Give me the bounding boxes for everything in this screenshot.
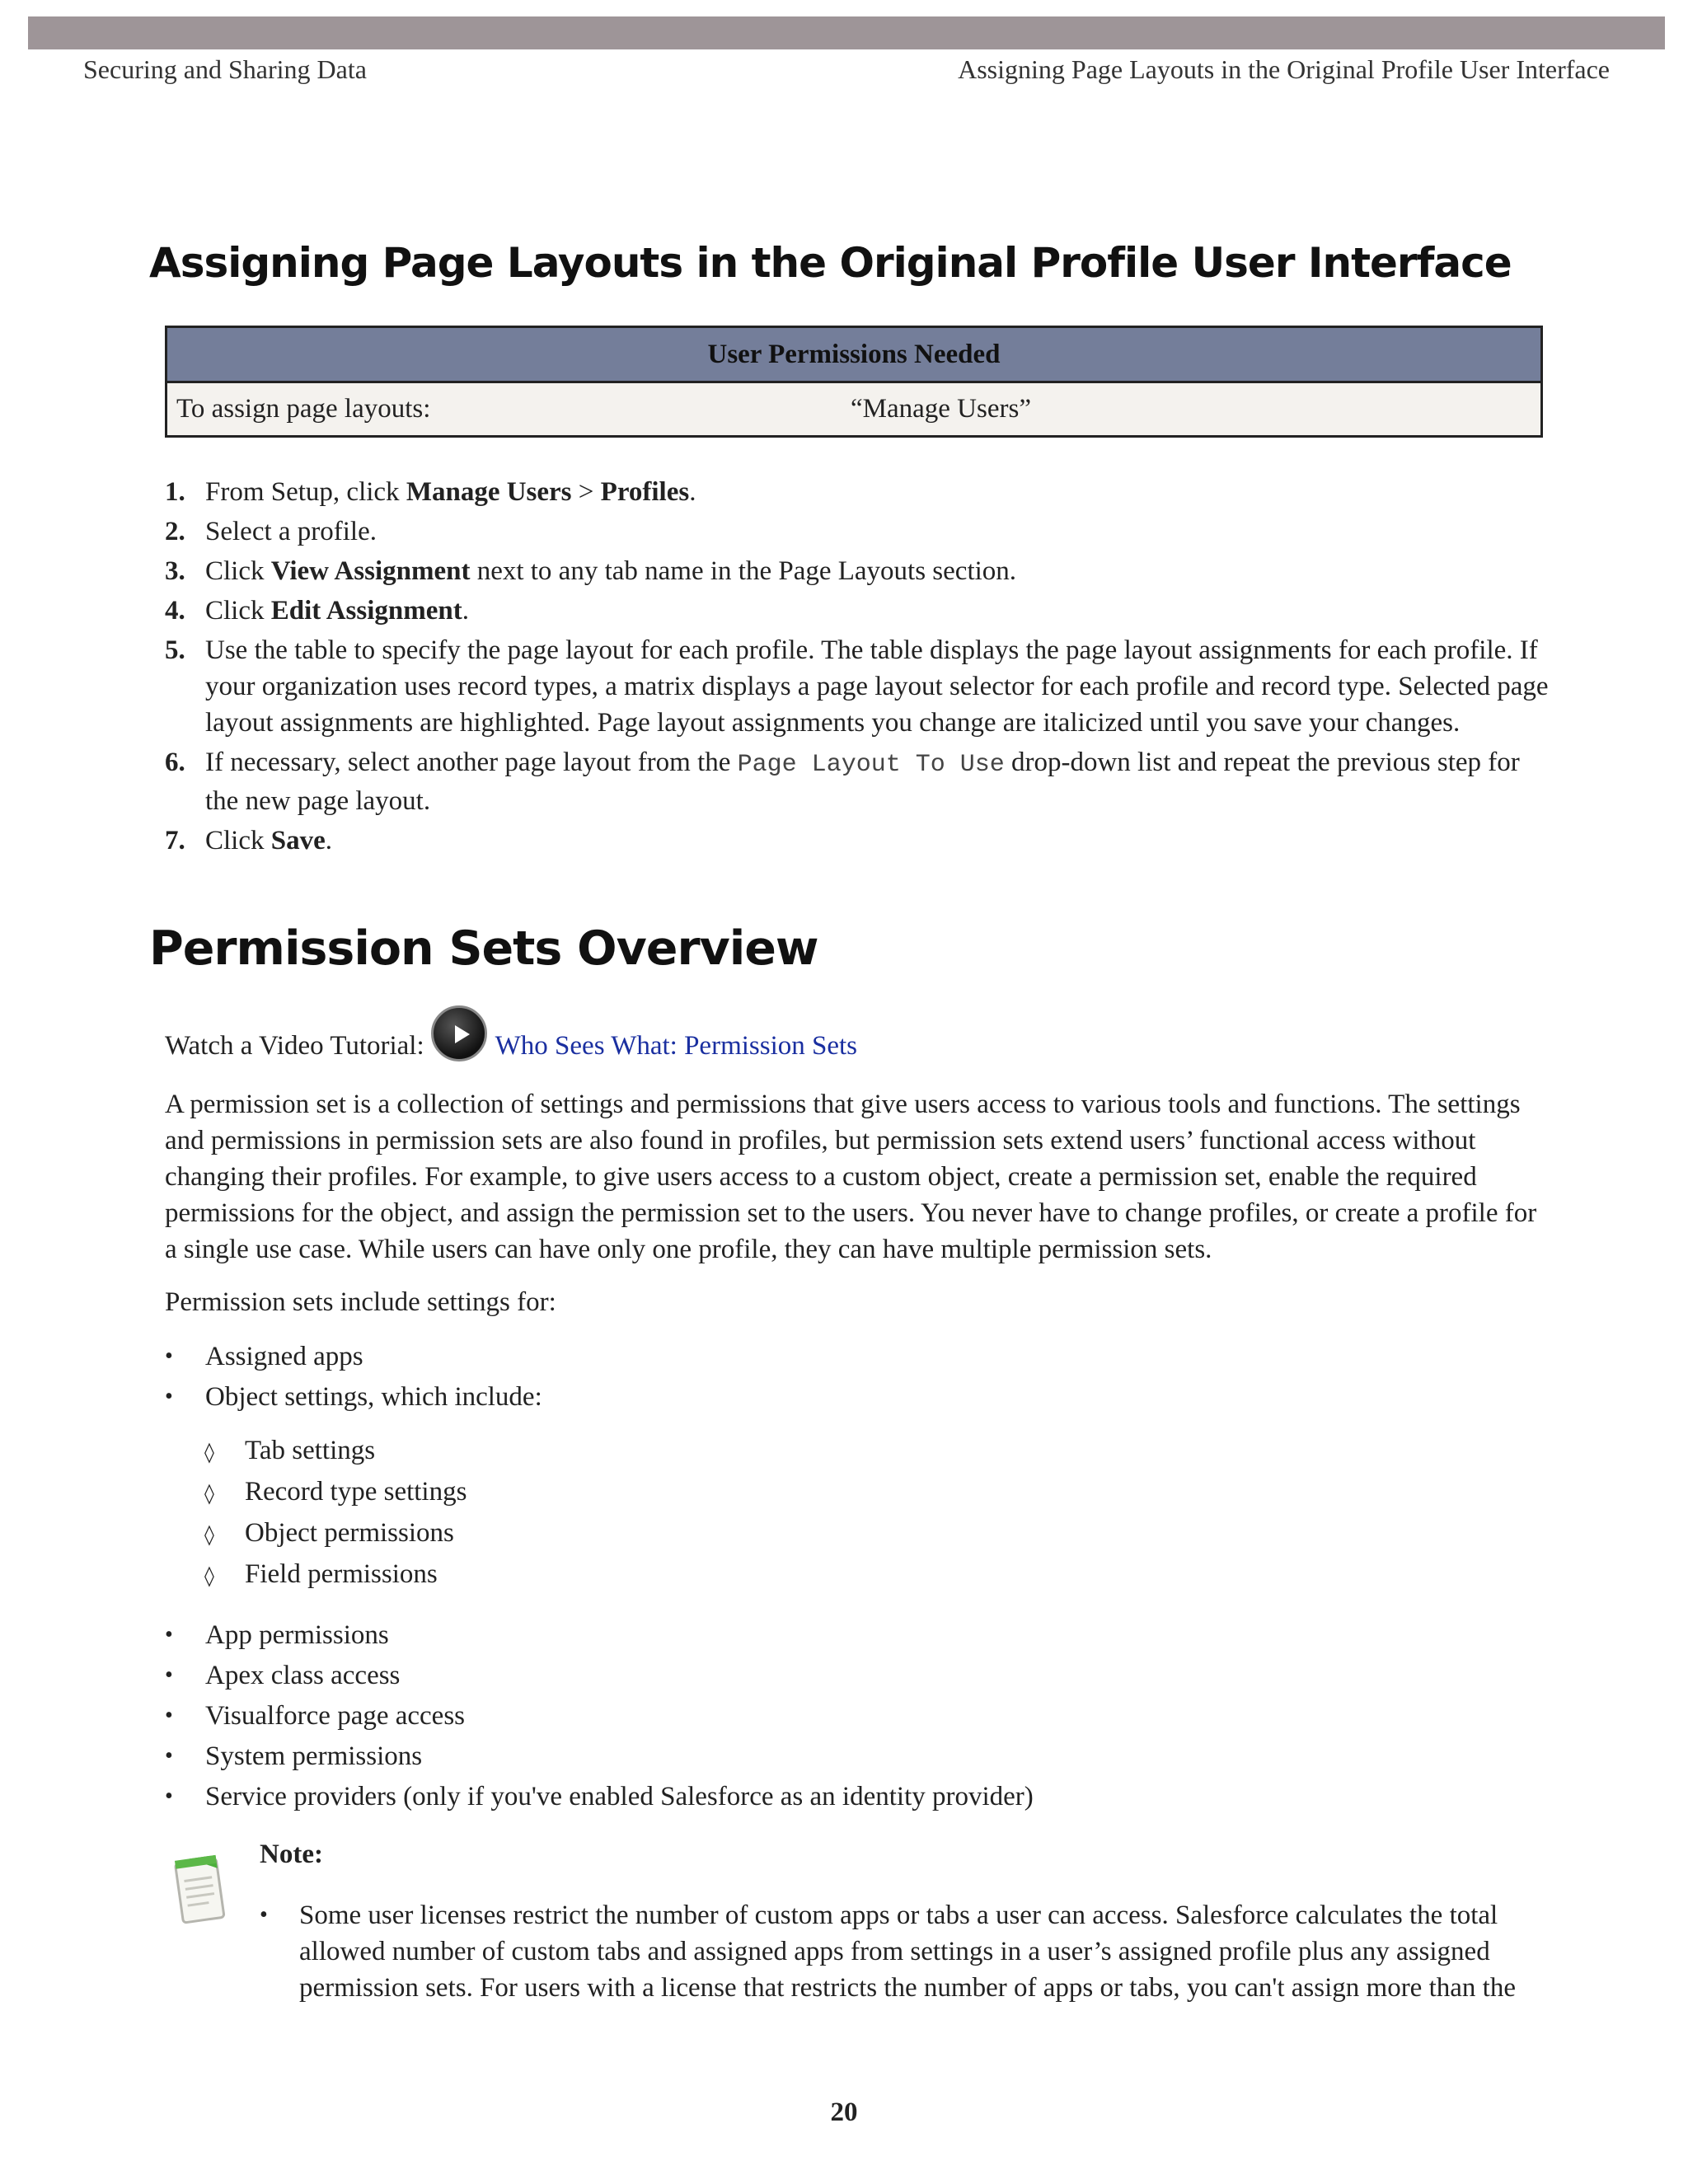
sub-list-text: Record type settings — [245, 1477, 467, 1507]
step-text: Click — [205, 596, 271, 626]
step-item — [0, 593, 1550, 629]
permissions-table — [165, 326, 1543, 438]
sub-list-item — [0, 1515, 1688, 1551]
step-text: drop-down list and repeat the previous step for the new page layout. — [205, 748, 1520, 816]
step-number: 4. — [165, 596, 185, 626]
sub-list-item — [0, 1474, 1688, 1510]
step-text: Click — [205, 556, 271, 586]
ui-term-save: Save — [270, 826, 326, 855]
step-text: From Setup, click — [205, 477, 406, 507]
step-text: . — [325, 826, 332, 855]
sub-list-item — [0, 1556, 1688, 1592]
step-item — [0, 513, 1550, 550]
step-number: 6. — [165, 748, 185, 777]
top-banner-bar — [28, 16, 1665, 49]
ui-term-view-assignment: View Assignment — [270, 556, 471, 586]
section-title-page-layouts: Assigning Page Layouts in the Original Profile User Interface — [149, 239, 1512, 287]
section-title-permission-sets: Permission Sets Overview — [149, 921, 818, 976]
running-header-left: Securing and Sharing Data — [83, 54, 367, 84]
step-number: 3. — [165, 556, 185, 586]
step-item — [0, 744, 1550, 819]
object-settings-sublist — [0, 1432, 1688, 1597]
list-item: • App permissions — [0, 1617, 1688, 1653]
note-item: • Some user licenses restrict the number of custom apps or tabs a user can access. Salesforce calculates the total allowed number of custom tabs and assigned apps from settings in a user’s assigned profile plus any assigned permission sets. For users with a license that restricts the number of apps or tabs, you can't assign more than the — [0, 1897, 1544, 2006]
diamond-bullet-icon: ◊ — [204, 1564, 214, 1587]
sub-list-text: Object permissions — [245, 1518, 454, 1548]
step-text: If necessary, select another page layout from the — [205, 748, 738, 777]
step-item — [0, 474, 1550, 510]
settings-list — [0, 1338, 1688, 1419]
list-item: • Assigned apps — [0, 1338, 1688, 1375]
list-item: • Object settings, which include: — [0, 1379, 1688, 1415]
video-tutorial-label: Watch a Video Tutorial: — [165, 1031, 424, 1061]
permission-task-cell: To assign page layouts: — [176, 394, 431, 424]
ui-term-edit-assignment: Edit Assignment — [270, 596, 462, 626]
includes-intro: Permission sets include settings for: — [165, 1287, 556, 1317]
list-item: • Service providers (only if you've enabled Salesforce as an identity provider) — [0, 1779, 1688, 1815]
video-tutorial-link[interactable]: Who Sees What: Permission Sets — [495, 1031, 858, 1061]
field-name-page-layout-to-use: Page Layout To Use — [737, 751, 1005, 779]
running-header-right: Assigning Page Layouts in the Original Profile User Interface — [958, 54, 1610, 84]
diamond-bullet-icon: ◊ — [204, 1523, 214, 1546]
steps-list — [0, 474, 1688, 862]
list-item: • Apex class access — [0, 1657, 1688, 1694]
note-list — [0, 1897, 1688, 2006]
note-label: Note: — [260, 1840, 323, 1869]
step-text: > — [571, 477, 601, 507]
step-text: Use the table to specify the page layout for each profile. The table displays the page layout assignments for each profile. If your organization uses record types, a matrix displays a page layout selector for each profile and record type. Selected page layout assignments are highlighted. Page layout assignments you change are italicized until you save your changes. — [205, 635, 1549, 738]
step-number: 1. — [165, 477, 185, 507]
diamond-bullet-icon: ◊ — [204, 1482, 214, 1505]
step-number: 2. — [165, 517, 185, 546]
sub-list-item — [0, 1432, 1688, 1469]
intro-paragraph: A permission set is a collection of settings and permissions that give users access to various tools and functions. The settings and permissions in permission sets are also found in profiles, but permission sets extend users’ functional access without changing their profiles. For example, to give users access to a custom object, create a permission set, enable the required permissions for the object, and assign the permission set to the users. You never have to change profiles, or create a profile for a single use case. While users can have only one profile, they can have multiple permission sets. — [165, 1090, 1537, 1264]
step-number: 7. — [165, 826, 185, 855]
step-item — [0, 823, 1550, 859]
diamond-bullet-icon: ◊ — [204, 1441, 214, 1464]
permission-required-cell: “Manage Users” — [851, 394, 1031, 424]
list-item: • Visualforce page access — [0, 1698, 1688, 1734]
sub-list-text: Field permissions — [245, 1559, 438, 1589]
permissions-table-header: User Permissions Needed — [167, 328, 1540, 383]
step-item — [0, 632, 1550, 741]
step-text: Click — [205, 826, 271, 855]
step-text: next to any tab name in the Page Layouts section. — [470, 556, 1017, 586]
sub-list-text: Tab settings — [245, 1436, 376, 1465]
play-video-icon[interactable] — [431, 1005, 487, 1062]
ui-term-profiles: Profiles — [600, 477, 690, 507]
video-tutorial-row — [165, 1005, 857, 1066]
step-item — [0, 553, 1550, 589]
step-text: . — [689, 477, 696, 507]
list-item: • System permissions — [0, 1738, 1688, 1774]
step-number: 5. — [165, 635, 185, 665]
step-text: Select a profile. — [205, 517, 377, 546]
step-text: . — [462, 596, 469, 626]
ui-term-manage-users: Manage Users — [406, 477, 572, 507]
page-number: 20 — [830, 2097, 858, 2127]
permissions-table-row — [167, 383, 1540, 435]
settings-list-continued — [0, 1617, 1688, 1819]
